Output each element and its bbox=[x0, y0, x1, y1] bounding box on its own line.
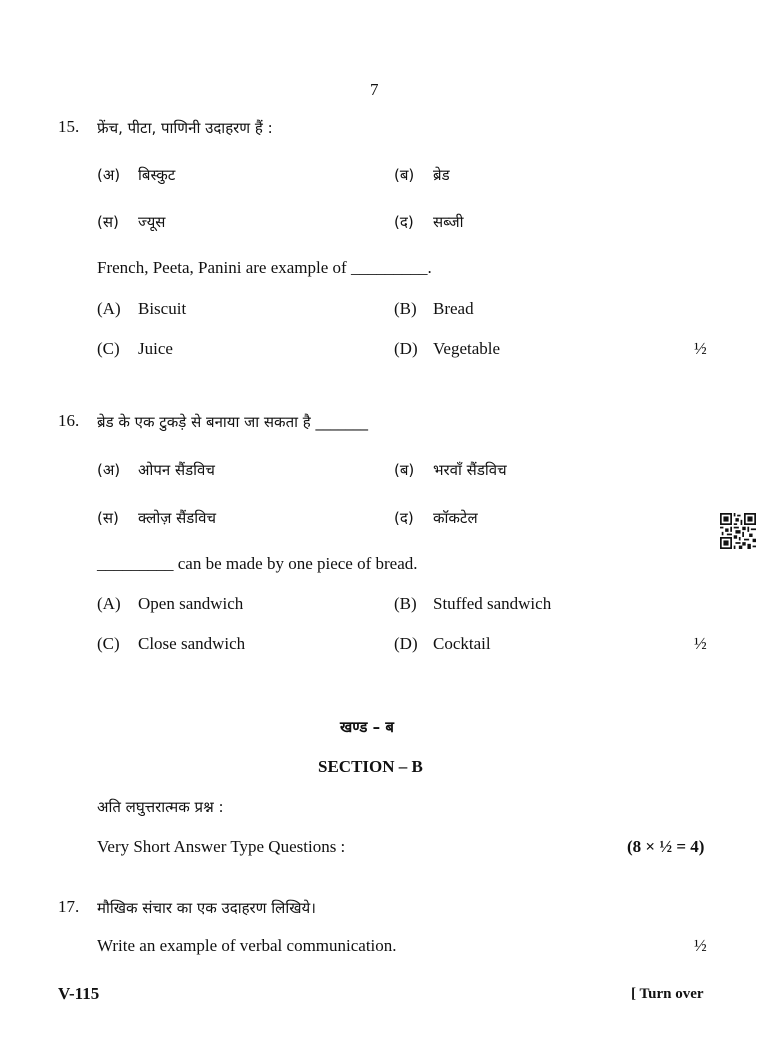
option-key: (A) bbox=[97, 299, 121, 318]
option-key: (स) bbox=[97, 213, 119, 231]
option-key: (A) bbox=[97, 594, 121, 613]
option-text: बिस्कुट bbox=[138, 166, 176, 184]
option-text: सब्जी bbox=[433, 213, 464, 231]
option-text: भरवाँ सैंडविच bbox=[433, 461, 507, 479]
question-text-english: French, Peeta, Panini are example of _________. bbox=[97, 258, 432, 277]
option-text: क्लोज़ सैंडविच bbox=[138, 509, 217, 527]
option-text: Vegetable bbox=[433, 339, 501, 358]
option-key: (D) bbox=[394, 634, 418, 653]
option-text: Cocktail bbox=[433, 634, 491, 653]
option-text: ओपन सैंडविच bbox=[138, 461, 215, 479]
option-key: (B) bbox=[394, 299, 417, 318]
section-subtitle-hindi: अति लघुत्तरात्मक प्रश्न : bbox=[97, 798, 224, 816]
marks: ½ bbox=[694, 634, 707, 653]
section-title-hindi: खण्ड – ब bbox=[340, 718, 394, 736]
option-text: Stuffed sandwich bbox=[433, 594, 552, 613]
marks: ½ bbox=[694, 339, 707, 358]
option-text: Juice bbox=[138, 339, 173, 358]
option-text: Close sandwich bbox=[138, 634, 246, 653]
marks: ½ bbox=[694, 936, 707, 955]
option-key: (अ) bbox=[97, 461, 121, 479]
option-key: (ब) bbox=[394, 461, 415, 479]
question-text-hindi: फ्रेंच, पीटा, पाणिनी उदाहरण हैं : bbox=[97, 119, 273, 137]
option-text: ब्रेड bbox=[433, 166, 450, 184]
option-key: (स) bbox=[97, 509, 119, 527]
marks-scheme: (8 × ½ = 4) bbox=[627, 837, 705, 856]
option-text: ज्यूस bbox=[138, 213, 166, 231]
section-subtitle-english: Very Short Answer Type Questions : bbox=[97, 837, 346, 856]
question-text-english: _________ can be made by one piece of bread. bbox=[97, 554, 418, 573]
option-key: (अ) bbox=[97, 166, 121, 184]
option-key: (द) bbox=[394, 213, 414, 231]
option-text: Biscuit bbox=[138, 299, 187, 318]
option-key: (C) bbox=[97, 339, 120, 358]
option-key: (ब) bbox=[394, 166, 415, 184]
question-text-english: Write an example of verbal communication. bbox=[97, 936, 397, 955]
question-number: 16. bbox=[58, 411, 80, 430]
turn-over-note: [ Turn over bbox=[631, 986, 704, 1002]
section-title-english: SECTION – B bbox=[318, 757, 423, 776]
paper-code: V-115 bbox=[58, 984, 100, 1003]
question-number: 15. bbox=[58, 117, 80, 136]
option-text: Bread bbox=[433, 299, 474, 318]
page-number: 7 bbox=[370, 80, 379, 99]
option-text: Open sandwich bbox=[138, 594, 244, 613]
option-key: (D) bbox=[394, 339, 418, 358]
question-text-hindi: ब्रेड के एक टुकड़े से बनाया जा सकता है _______ bbox=[97, 413, 369, 431]
option-text: कॉकटेल bbox=[433, 509, 478, 527]
question-text-hindi: मौखिक संचार का एक उदाहरण लिखिये। bbox=[97, 899, 316, 917]
option-key: (C) bbox=[97, 634, 120, 653]
option-key: (द) bbox=[394, 509, 414, 527]
qr-code-icon bbox=[720, 513, 756, 549]
question-number: 17. bbox=[58, 897, 80, 916]
option-key: (B) bbox=[394, 594, 417, 613]
